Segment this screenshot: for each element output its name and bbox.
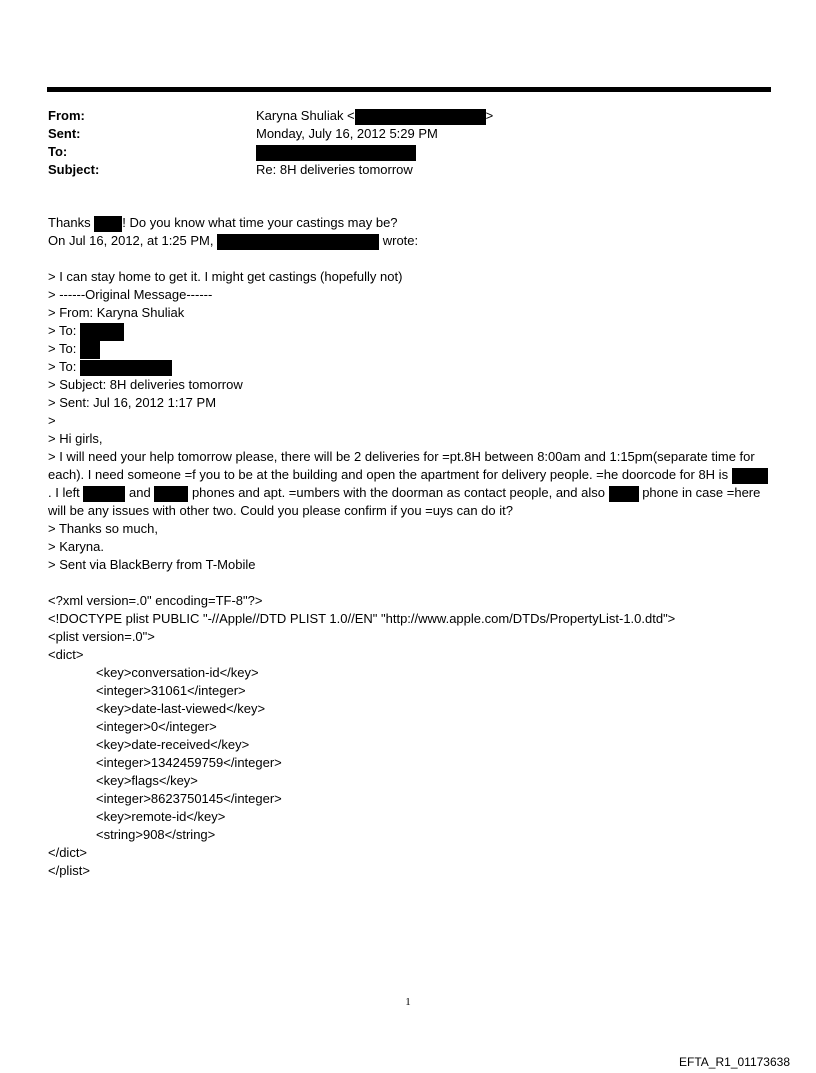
quoted-line: > Karyna.: [48, 539, 105, 554]
xml-line: <key>remote-id</key>: [96, 809, 226, 824]
redaction-box: [154, 486, 188, 502]
xml-line: <string>908</string>: [96, 827, 216, 842]
quoted-line: > To:: [48, 358, 768, 376]
subject-label: Subject:: [48, 162, 100, 177]
page-number: 1: [405, 996, 411, 1008]
quoted-line: > To:: [48, 340, 768, 358]
xml-line: <key>conversation-id</key>: [96, 665, 259, 680]
xml-line: </plist>: [48, 863, 90, 878]
email-body: [48, 214, 768, 880]
quoted-line: > To:: [48, 322, 768, 340]
sent-label: Sent:: [48, 126, 81, 141]
redaction-box: [217, 234, 379, 250]
redaction-box: [355, 109, 486, 125]
quoted-line: > Sent via BlackBerry from T-Mobile: [48, 557, 256, 572]
from-value: [256, 108, 493, 125]
from-close: >: [485, 108, 494, 123]
redaction-box: [256, 145, 416, 161]
xml-line: <dict>: [48, 647, 84, 662]
redaction-box: [609, 486, 639, 502]
thanks-line: Thanks ! Do you know what time your castings may be?: [48, 215, 398, 230]
quoted-line: > Thanks so much,: [48, 521, 158, 536]
redaction-box: [80, 323, 124, 341]
xml-line: <!DOCTYPE plist PUBLIC "-//Apple//DTD PLIST 1.0//EN" "http://www.apple.com/DTDs/PropertyList-1.0.dtd">: [48, 611, 676, 626]
sent-value: Monday, July 16, 2012 5:29 PM: [256, 126, 438, 141]
redaction-box: [83, 486, 125, 502]
quoted-line: > Sent: Jul 16, 2012 1:17 PM: [48, 395, 217, 410]
xml-line: </dict>: [48, 845, 88, 860]
xml-line: <integer>8623750145</integer>: [96, 791, 282, 806]
on-jul-line: On Jul 16, 2012, at 1:25 PM, wrote:: [48, 233, 419, 248]
quoted-line: > I can stay home to get it. I might get castings (hopefully not): [48, 269, 403, 284]
quoted-line: > Subject: 8H deliveries tomorrow: [48, 377, 243, 392]
to-value: [256, 144, 416, 161]
xml-line: <key>date-last-viewed</key>: [96, 701, 266, 716]
quoted-line: > ------Original Message------: [48, 287, 213, 302]
redaction-box: [80, 360, 172, 376]
from-name: Karyna Shuliak <: [256, 108, 355, 123]
quoted-line: >: [48, 413, 56, 428]
xml-line: <?xml version=.0" encoding=TF-8"?>: [48, 593, 263, 608]
from-label: From:: [48, 108, 85, 123]
xml-line: <plist version=.0">: [48, 629, 155, 644]
xml-line: <integer>1342459759</integer>: [96, 755, 282, 770]
xml-line: <integer>0</integer>: [96, 719, 217, 734]
xml-line: <key>date-received</key>: [96, 737, 250, 752]
xml-line: <integer>31061</integer>: [96, 683, 246, 698]
header-rule: [47, 87, 771, 92]
subject-value: Re: 8H deliveries tomorrow: [256, 162, 413, 177]
redaction-box: [732, 468, 768, 484]
quoted-line: > From: Karyna Shuliak: [48, 305, 185, 320]
document-id: EFTA_R1_01173638: [679, 1055, 790, 1069]
xml-line: <key>flags</key>: [96, 773, 198, 788]
to-label: To:: [48, 144, 68, 159]
redaction-box: [94, 216, 122, 232]
quoted-line: > Hi girls,: [48, 431, 103, 446]
quoted-paragraph: > I will need your help tomorrow please, there will be 2 deliveries for =pt.8H between 8:00am and 1:15pm(separate time for each). I need someone =f you to be at the building and open the apartment for delivery people. =he doorcode for 8H is . I left and phones and apt. =umbers with the doorman as contact people, and also phone in case =here will be any issues with other two. Could you please confirm if you =uys can do it?: [48, 448, 768, 520]
redaction-box: [80, 341, 100, 359]
